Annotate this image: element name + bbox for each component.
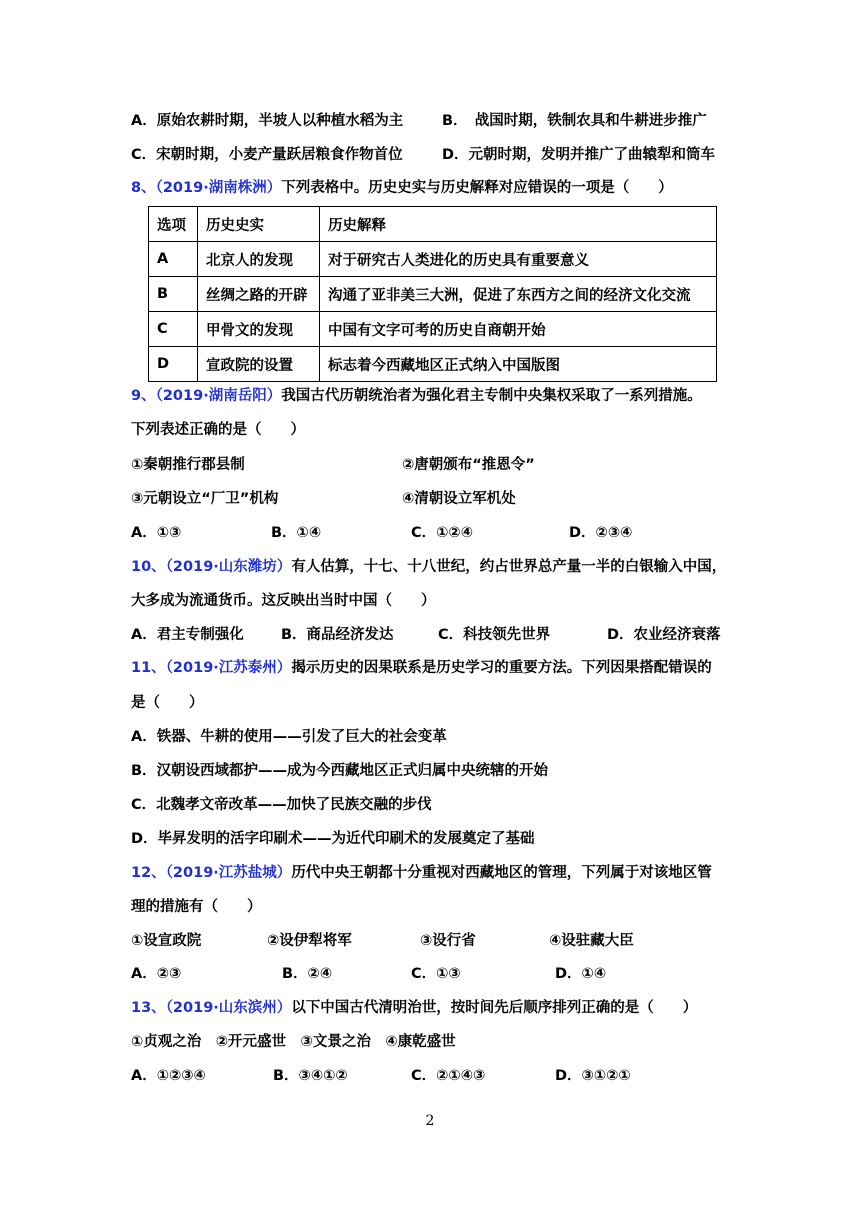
table-row [149, 277, 717, 312]
q10-source: （2019·山东潍坊） [165, 559, 292, 575]
q12-item: ③设行省 [420, 933, 476, 949]
table-header-cell: 选项 [149, 207, 198, 242]
q8-table [148, 206, 717, 382]
q12-stem-line1 [131, 856, 712, 890]
table-cell: C [149, 312, 198, 347]
q12-number: 12、 [131, 865, 166, 881]
q13-number: 13、 [131, 1000, 166, 1016]
q9-item: ③元朝设立“厂卫”机构 [131, 491, 279, 507]
q8-number: 8、 [131, 180, 156, 196]
q10-option-a: A．君主专制强化 [131, 627, 244, 643]
table-header-cell: 历史解释 [320, 207, 717, 242]
q12-item: ④设驻藏大臣 [549, 933, 634, 949]
q9-number: 9、 [131, 388, 156, 404]
q10-number: 10、 [131, 559, 166, 575]
table-cell: A [149, 242, 198, 277]
q9-option-a: A．①③ [131, 525, 182, 541]
table-row [149, 312, 717, 347]
table-cell: B [149, 277, 198, 312]
q11-stem-line2: 是（ ） [131, 695, 204, 711]
table-cell: 丝绸之路的开辟 [198, 277, 320, 312]
q12-text: 历代中央王朝都十分重视对西藏地区的管理，下列属于对该地区管 [291, 865, 712, 881]
q13-option-c: C．②①④③ [411, 1068, 486, 1084]
q12-source: （2019·江苏盐城） [165, 865, 292, 881]
q7-option-b: B． 战国时期，铁制农具和牛耕进步推广 [442, 113, 707, 129]
table-cell: 宣政院的设置 [198, 347, 320, 382]
q9-stem-line2: 下列表述正确的是（ ） [131, 422, 305, 438]
table-cell: 沟通了亚非美三大洲，促进了东西方之间的经济文化交流 [320, 277, 717, 312]
q8-source: （2019·湖南株洲） [155, 180, 282, 196]
q10-stem-line2: 大多成为流通货币。这反映出当时中国（ ） [131, 593, 436, 609]
q13-stem [131, 991, 697, 1025]
q12-item: ②设伊犁将军 [267, 933, 352, 949]
table-row [149, 242, 717, 277]
q13-source: （2019·山东滨州） [165, 1000, 292, 1016]
q13-items: ①贞观之治 ②开元盛世 ③文景之治 ④康乾盛世 [131, 1034, 456, 1050]
q10-option-c: C．科技领先世界 [438, 627, 551, 643]
table-header-row [149, 207, 717, 242]
table-cell: 标志着今西藏地区正式纳入中国版图 [320, 347, 717, 382]
q9-source: （2019·湖南岳阳） [155, 388, 282, 404]
q9-item: ①秦朝推行郡县制 [131, 457, 245, 473]
q11-option-d: D．毕昇发明的活字印刷术——为近代印刷术的发展奠定了基础 [131, 831, 535, 847]
q13-option-a: A．①②③④ [131, 1068, 206, 1084]
q10-option-b: B．商品经济发达 [281, 627, 394, 643]
q8-stem [131, 171, 673, 205]
q9-stem-line1 [131, 379, 702, 413]
q12-option-a: A．②③ [131, 966, 182, 982]
q10-stem-line1 [131, 550, 726, 584]
q12-stem-line2: 理的措施有（ ） [131, 899, 262, 915]
table-cell: 中国有文字可考的历史自商朝开始 [320, 312, 717, 347]
q10-text: 有人估算，十七、十八世纪，约占世界总产量一半的白银输入中国， [291, 559, 727, 575]
q11-option-c: C．北魏孝文帝改革——加快了民族交融的步伐 [131, 797, 432, 813]
q12-option-b: B．②④ [282, 966, 333, 982]
q13-text: 以下中国古代清明治世，按时间先后顺序排列正确的是（ ） [291, 1000, 698, 1016]
page-number: 2 [425, 1113, 435, 1129]
q13-option-d: D．③①②① [555, 1068, 631, 1084]
table-row [149, 347, 717, 382]
q12-option-c: C．①③ [411, 966, 461, 982]
q11-text: 揭示历史的因果联系是历史学习的重要方法。下列因果搭配错误的 [291, 660, 712, 676]
q11-number: 11、 [131, 660, 166, 676]
q9-item: ④清朝设立军机处 [402, 491, 516, 507]
q7-option-a: A．原始农耕时期，半坡人以种植水稻为主 [131, 113, 404, 129]
table-cell: 甲骨文的发现 [198, 312, 320, 347]
q12-item: ①设宣政院 [131, 933, 202, 949]
q9-option-d: D．②③④ [569, 525, 633, 541]
q11-option-b: B．汉朝设西域都护——成为今西藏地区正式归属中央统辖的开始 [131, 763, 549, 779]
q13-option-b: B．③④①② [273, 1068, 348, 1084]
q9-item: ②唐朝颁布“推恩令” [402, 457, 535, 473]
q7-option-d: D．元朝时期，发明并推广了曲辕犁和筒车 [442, 147, 716, 163]
q7-option-c: C．宋朝时期，小麦产量跃居粮食作物首位 [131, 147, 403, 163]
q9-option-c: C．①②④ [411, 525, 473, 541]
table-cell: 北京人的发现 [198, 242, 320, 277]
q12-option-d: D．①④ [555, 966, 607, 982]
q9-option-b: B．①④ [271, 525, 322, 541]
q11-option-a: A．铁器、牛耕的使用——引发了巨大的社会变革 [131, 729, 447, 745]
table-header-cell: 历史史实 [198, 207, 320, 242]
q8-text: 下列表格中。历史史实与历史解释对应错误的一项是（ ） [281, 180, 673, 196]
table-cell: D [149, 347, 198, 382]
q11-source: （2019·江苏泰州） [165, 660, 292, 676]
q10-option-d: D．农业经济衰落 [607, 627, 721, 643]
q11-stem-line1 [131, 651, 712, 685]
q9-text: 我国古代历朝统治者为强化君主专制中央集权采取了一系列措施。 [281, 388, 702, 404]
table-cell: 对于研究古人类进化的历史具有重要意义 [320, 242, 717, 277]
